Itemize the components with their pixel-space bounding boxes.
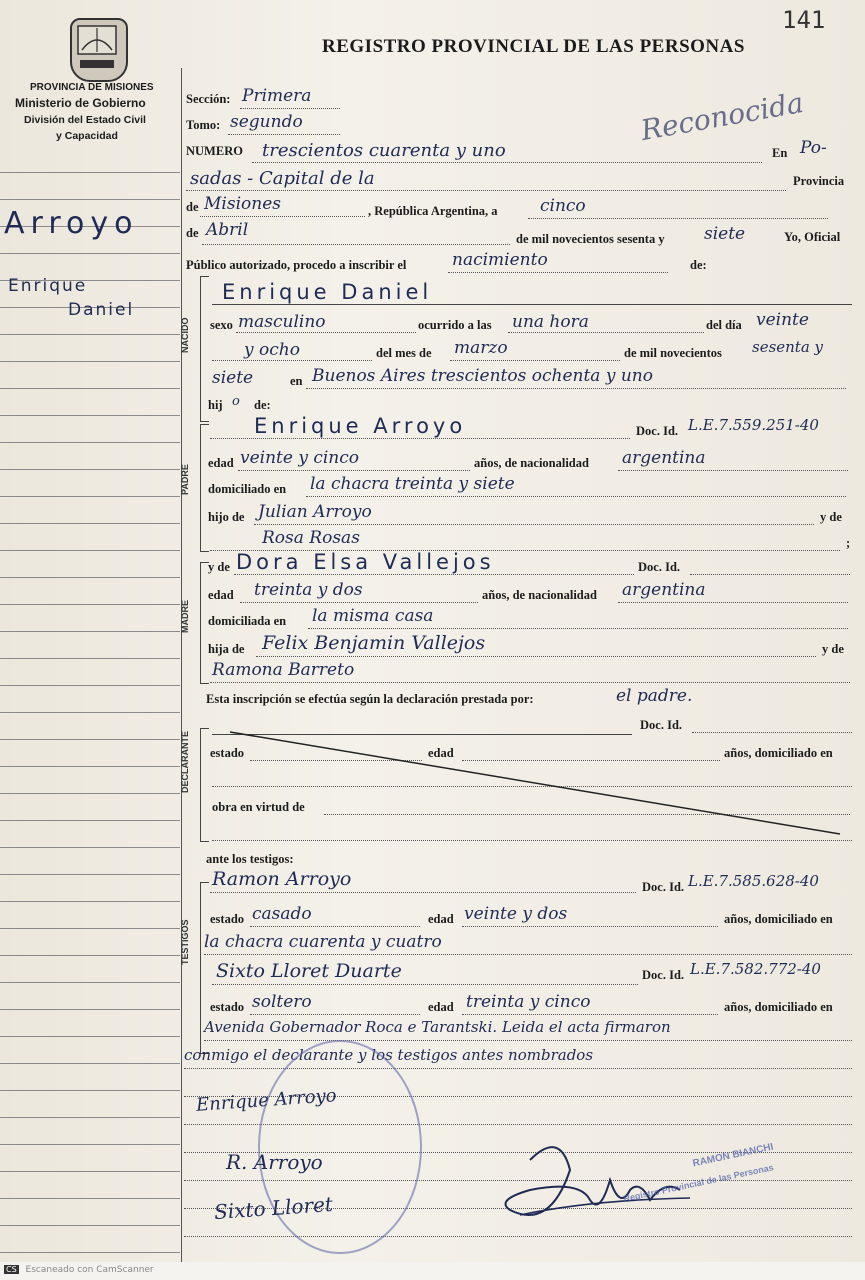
label-mil-novecientos: de mil novecientos sesenta y bbox=[516, 232, 665, 246]
official-round-stamp bbox=[258, 1040, 422, 1254]
value-lugar: Buenos Aires trescientos ochenta y uno bbox=[312, 366, 653, 386]
document-title: REGISTRO PROVINCIAL DE LAS PERSONAS bbox=[322, 36, 745, 57]
signature-declarante: Enrique Arroyo bbox=[195, 1085, 338, 1116]
value-testigo1-doc: L.E.7.585.628-40 bbox=[688, 872, 819, 890]
value-seccion: Primera bbox=[242, 86, 312, 106]
label-estado-testigo1: estado bbox=[210, 912, 245, 926]
label-estado-testigo2: estado bbox=[210, 1000, 245, 1014]
value-testigo1-dom: la chacra cuarenta y cuatro bbox=[204, 932, 442, 952]
label-inscripcion: Esta inscripción se efectúa según la declaración prestada por: bbox=[206, 692, 534, 706]
label-domiciliado-padre: domiciliado en bbox=[208, 482, 287, 496]
org-province: PROVINCIA DE MISIONES bbox=[30, 82, 154, 93]
value-padre-nac: argentina bbox=[622, 448, 706, 468]
label-de-colon: de: bbox=[690, 258, 707, 272]
margin-rule-line bbox=[0, 577, 180, 578]
label-yo-oficial: Yo, Oficial bbox=[784, 230, 841, 244]
value-testigo2-estado: soltero bbox=[252, 992, 312, 1012]
margin-given2: Daniel bbox=[68, 300, 135, 320]
value-testigo1-estado: casado bbox=[252, 904, 312, 924]
official-top-signature: Reconocida bbox=[638, 85, 806, 148]
label-hij: hij bbox=[208, 398, 223, 412]
label-anos-domiciliado: años, domiciliado en bbox=[724, 746, 833, 760]
value-misiones: Misiones bbox=[204, 194, 281, 214]
margin-rule-line bbox=[0, 820, 180, 821]
margin-rule-line bbox=[0, 1144, 180, 1145]
value-sexo: masculino bbox=[238, 312, 326, 332]
label-en: En bbox=[772, 146, 788, 160]
signature-testigo1: R. Arroyo bbox=[226, 1150, 323, 1174]
label-doc-testigo1: Doc. Id. bbox=[642, 880, 685, 894]
margin-rule-line bbox=[0, 1009, 180, 1010]
value-testigo2-doc: L.E.7.582.772-40 bbox=[690, 960, 821, 978]
value-padre-doc: L.E.7.559.251-40 bbox=[688, 416, 819, 434]
label-doc-testigo2: Doc. Id. bbox=[642, 968, 685, 982]
value-hora: una hora bbox=[512, 312, 589, 332]
value-madre-nombre: Dora Elsa Vallejos bbox=[236, 550, 495, 574]
section-testigos: TESTIGOS bbox=[180, 919, 190, 965]
value-dia2: y ocho bbox=[244, 340, 300, 360]
label-y-de-2: y de bbox=[822, 642, 844, 656]
label-nacionalidad-padre: años, de nacionalidad bbox=[474, 456, 589, 470]
value-cierre2: conmigo el declarante y los testigos antes nombrados bbox=[184, 1046, 594, 1064]
margin-given1: Enrique bbox=[8, 276, 88, 296]
section-declarante: DECLARANTE bbox=[180, 731, 190, 793]
value-abuela: Rosa Rosas bbox=[262, 528, 360, 548]
label-semicolon: ; bbox=[846, 536, 851, 550]
label-ante-testigos: ante los testigos: bbox=[206, 852, 294, 866]
label-provincia: Provincia bbox=[793, 174, 845, 188]
label-edad-testigo1: edad bbox=[428, 912, 454, 926]
margin-rule-line bbox=[0, 442, 180, 443]
margin-rule-line bbox=[0, 901, 180, 902]
value-anio2: siete bbox=[212, 368, 254, 388]
margin-rule-line bbox=[0, 253, 180, 254]
label-hijo-de: hijo de bbox=[208, 510, 245, 524]
label-domiciliada: domiciliada en bbox=[208, 614, 287, 628]
stamp-registro: Registro Provincial de las Personas bbox=[622, 1162, 775, 1204]
provincial-crest-icon bbox=[70, 18, 128, 82]
org-capacity: y Capacidad bbox=[56, 130, 118, 142]
margin-rule-line bbox=[0, 1036, 180, 1037]
value-dia: veinte bbox=[756, 310, 809, 330]
margin-rule-line bbox=[0, 1198, 180, 1199]
value-abuela-m: Ramona Barreto bbox=[212, 660, 355, 680]
value-numero: trescientos cuarenta y uno bbox=[262, 140, 506, 161]
value-cierre1: Avenida Gobernador Roca e Tarantski. Leida el acta firmaron bbox=[204, 1018, 671, 1036]
margin-surname: Arroyo bbox=[4, 206, 139, 241]
margin-rule-line bbox=[0, 496, 180, 497]
label-edad-padre: edad bbox=[208, 456, 234, 470]
label-y-de: y de bbox=[820, 510, 842, 524]
margin-rule-line bbox=[0, 1171, 180, 1172]
label-de-provincia: de bbox=[186, 200, 199, 214]
value-madre-edad: treinta y dos bbox=[254, 580, 363, 600]
label-republica: , República Argentina, a bbox=[368, 204, 498, 218]
value-cinco: cinco bbox=[540, 196, 586, 216]
value-padre-edad: veinte y cinco bbox=[240, 448, 360, 468]
label-de-mes: de bbox=[186, 226, 199, 240]
value-madre-dom: la misma casa bbox=[312, 606, 434, 626]
label-numero: NUMERO bbox=[186, 144, 243, 158]
value-padre-dom: la chacra treinta y siete bbox=[310, 474, 515, 494]
margin-rule-line bbox=[0, 874, 180, 875]
margin-rule-line bbox=[0, 199, 180, 200]
margin-divider bbox=[181, 68, 182, 1280]
margin-rule-line bbox=[0, 739, 180, 740]
label-y-de-madre: y de bbox=[208, 560, 230, 574]
margin-rule-line bbox=[0, 361, 180, 362]
label-hija-de: hija de bbox=[208, 642, 245, 656]
section-nacido: NACIDO bbox=[180, 317, 190, 353]
margin-rule-line bbox=[0, 1117, 180, 1118]
margin-rule-line bbox=[0, 523, 180, 524]
margin-rule-line bbox=[0, 604, 180, 605]
margin-rule-line bbox=[0, 334, 180, 335]
label-seccion: Sección: bbox=[186, 92, 231, 106]
value-madre-nac: argentina bbox=[622, 580, 706, 600]
label-estado-declarante: estado bbox=[210, 746, 245, 760]
value-testigo2-edad: treinta y cinco bbox=[466, 992, 591, 1012]
label-del-mes: del mes de bbox=[376, 346, 432, 360]
scanner-footer bbox=[0, 1262, 865, 1280]
margin-rule-line bbox=[0, 847, 180, 848]
label-mil-novecientos-2: de mil novecientos bbox=[624, 346, 722, 360]
value-hij-suffix: o bbox=[232, 394, 240, 409]
official-name-stamp bbox=[612, 1141, 822, 1210]
margin-rule-line bbox=[0, 469, 180, 470]
label-ocurrido: ocurrido a las bbox=[418, 318, 492, 332]
label-edad-testigo2: edad bbox=[428, 1000, 454, 1014]
margin-rule-line bbox=[0, 658, 180, 659]
label-anos-testigo1: años, domiciliado en bbox=[724, 912, 833, 926]
label-publico: Público autorizado, procedo a inscribir el bbox=[186, 258, 407, 272]
stamp-name: RAMON BIANCHI bbox=[691, 1141, 775, 1170]
value-testigo1: Ramon Arroyo bbox=[212, 868, 352, 890]
value-abuelo: Julian Arroyo bbox=[258, 502, 372, 522]
margin-rule-line bbox=[0, 1225, 180, 1226]
margin-rule-line bbox=[0, 550, 180, 551]
margin-rule-line bbox=[0, 712, 180, 713]
margin-rule-line bbox=[0, 415, 180, 416]
label-tomo: Tomo: bbox=[186, 118, 221, 132]
margin-rule-line bbox=[0, 1063, 180, 1064]
label-de-padres: de: bbox=[254, 398, 271, 412]
margin-rule-line bbox=[0, 1090, 180, 1091]
value-abuelo-m: Felix Benjamin Vallejos bbox=[262, 632, 486, 654]
label-anos-testigo2: años, domiciliado en bbox=[724, 1000, 833, 1014]
margin-rule-line bbox=[0, 388, 180, 389]
value-testigo1-edad: veinte y dos bbox=[464, 904, 568, 924]
value-anio: sesenta y bbox=[752, 338, 824, 356]
margin-rule-line bbox=[0, 685, 180, 686]
label-doc-padre: Doc. Id. bbox=[636, 424, 679, 438]
value-mes: marzo bbox=[454, 338, 508, 358]
value-child-name: Enrique Daniel bbox=[222, 280, 433, 304]
margin-rule-line bbox=[0, 172, 180, 173]
label-nacionalidad-madre: años, de nacionalidad bbox=[482, 588, 597, 602]
section-madre: MADRE bbox=[180, 600, 190, 633]
cancel-strike-line bbox=[220, 728, 860, 848]
label-edad-declarante: edad bbox=[428, 746, 454, 760]
margin-rule-line bbox=[0, 982, 180, 983]
label-del-dia: del día bbox=[706, 318, 742, 332]
scanner-text: Escaneado con CamScanner bbox=[25, 1265, 154, 1275]
margin-rule-line bbox=[0, 928, 180, 929]
page-number: 141 bbox=[782, 6, 826, 34]
label-doc-declarante: Doc. Id. bbox=[640, 718, 683, 732]
value-padre-nombre: Enrique Arroyo bbox=[254, 414, 467, 438]
margin-rule-line bbox=[0, 955, 180, 956]
margin-rule-line bbox=[0, 1252, 180, 1253]
section-padre: PADRE bbox=[180, 464, 190, 495]
value-nacimiento: nacimiento bbox=[452, 250, 548, 270]
org-ministry: Ministerio de Gobierno bbox=[15, 96, 146, 110]
org-division: División del Estado Civil bbox=[24, 114, 146, 126]
value-testigo2: Sixto Lloret Duarte bbox=[216, 960, 402, 982]
signature-testigo2: Sixto Lloret bbox=[213, 1191, 334, 1225]
label-doc-madre: Doc. Id. bbox=[638, 560, 681, 574]
value-abril: Abril bbox=[206, 220, 249, 240]
margin-rule-line bbox=[0, 766, 180, 767]
scanner-badge: CS bbox=[6, 1265, 17, 1274]
value-declarante: el padre. bbox=[616, 686, 693, 706]
value-tomo: segundo bbox=[230, 112, 303, 132]
label-edad-madre: edad bbox=[208, 588, 234, 602]
label-en-lugar: en bbox=[290, 374, 303, 388]
value-en-po: Po- bbox=[800, 138, 827, 158]
label-sexo: sexo bbox=[210, 318, 233, 332]
margin-rule-line bbox=[0, 631, 180, 632]
value-sadas: sadas - Capital de la bbox=[190, 168, 375, 189]
label-obra: obra en virtud de bbox=[212, 800, 305, 814]
margin-rule-line bbox=[0, 793, 180, 794]
value-siete: siete bbox=[704, 224, 746, 244]
